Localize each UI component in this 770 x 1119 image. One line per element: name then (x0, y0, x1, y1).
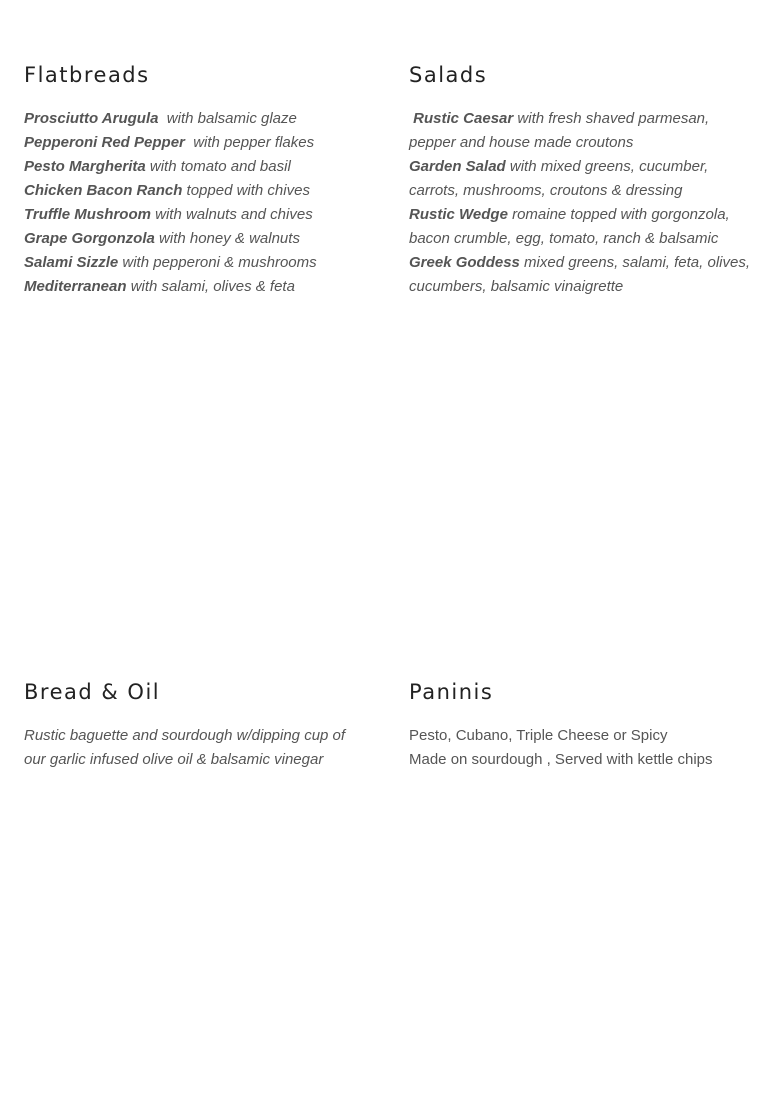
bread-oil-title: Bread & Oil (24, 680, 161, 704)
menu-item-desc: with tomato and basil (145, 158, 291, 175)
menu-item (24, 155, 369, 179)
menu-item-desc: with fresh shaved parmesan, pepper and house made croutons (409, 110, 710, 151)
menu-item-name: Pepperoni Red Pepper (24, 134, 185, 151)
menu-item (24, 107, 369, 131)
menu-item (24, 203, 369, 227)
menu-item (24, 179, 369, 203)
menu-item-desc: with balsamic glaze (158, 110, 297, 127)
menu-item-group (409, 203, 754, 299)
menu-item-name: Rustic Caesar (409, 110, 514, 127)
menu-item-name: Mediterranean (24, 278, 127, 295)
bread-oil-desc: Rustic baguette and sourdough w/dipping cup of our garlic infused olive oil & balsamic vinegar (24, 727, 346, 768)
paninis-line: Pesto, Cubano, Triple Cheese or Spicy (409, 727, 668, 744)
bread-oil-list (24, 724, 369, 772)
salads-title: Salads (409, 63, 488, 87)
flatbreads-list (24, 107, 369, 299)
flatbreads-title: Flatbreads (24, 63, 150, 87)
salads-list (409, 107, 754, 299)
menu-item-desc: with salami, olives & feta (126, 278, 295, 295)
paninis-title: Paninis (409, 680, 494, 704)
menu-item-name: Pesto Margherita (24, 158, 146, 175)
menu-item-desc: with mixed greens, cucumber, carrots, mushrooms, croutons & dressing (409, 158, 709, 199)
menu-item (409, 107, 754, 155)
menu-item-desc: with pepperoni & mushrooms (118, 254, 317, 271)
menu-item-desc: mixed greens, salami, feta, olives, cucumbers, balsamic vinaigrette (409, 254, 750, 295)
menu-item-name: Prosciutto Arugula (24, 110, 159, 127)
menu-item-name: Chicken Bacon Ranch (24, 182, 183, 199)
menu-item-name: Garden Salad (409, 158, 506, 175)
menu-item-name: Grape Gorgonzola (24, 230, 155, 247)
flatbreads-section (24, 60, 369, 299)
paninis-line: Made on sourdough , Served with kettle chips (409, 751, 713, 768)
paninis-list (409, 724, 754, 772)
menu-item-name: Greek Goddess (409, 254, 520, 271)
menu-item-desc: romaine topped with gorgonzola, bacon crumble, egg, tomato, ranch & balsamic (409, 206, 730, 247)
paninis-section (409, 677, 754, 772)
menu-item-desc: with walnuts and chives (150, 206, 313, 223)
menu-item (24, 275, 369, 299)
menu-item (24, 227, 369, 251)
menu-item-desc: with pepper flakes (184, 134, 315, 151)
menu-item (24, 251, 369, 275)
salads-section (409, 60, 754, 299)
menu-item (24, 131, 369, 155)
menu-item-name: Salami Sizzle (24, 254, 119, 271)
bread-oil-section (24, 677, 369, 772)
menu-item-desc: with honey & walnuts (154, 230, 300, 247)
menu-item (409, 155, 754, 203)
menu-item-desc: topped with chives (182, 182, 310, 199)
menu-item-name: Rustic Wedge (409, 206, 508, 223)
menu-item-name: Truffle Mushroom (24, 206, 151, 223)
